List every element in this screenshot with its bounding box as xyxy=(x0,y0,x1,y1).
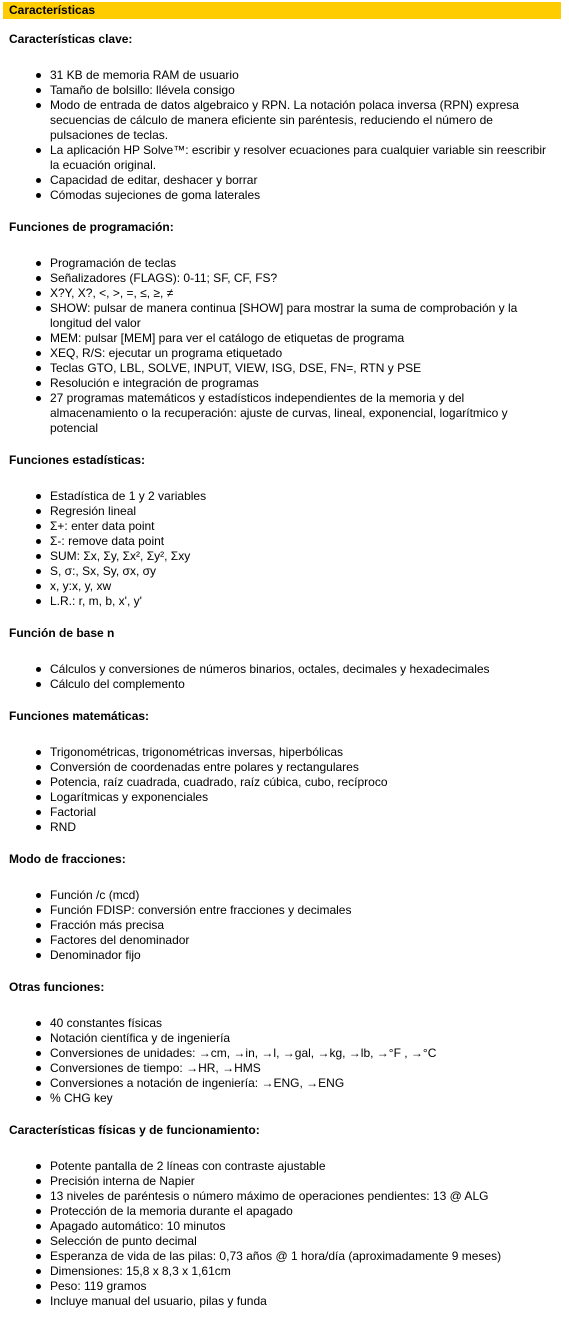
spec-content xyxy=(0,32,569,1309)
feature-list-item: La aplicación HP Solve™: escribir y resolver ecuaciones para cualquier variable sin reescribir la ecuación original. xyxy=(50,143,561,173)
feature-list-item: Notación científica y de ingeniería xyxy=(50,1031,561,1046)
feature-list-item: Trigonométricas, trigonométricas inversas, hiperbólicas xyxy=(50,745,561,760)
feature-list-item: SUM: Σx, Σy, Σx², Σy², Σxy xyxy=(50,549,561,564)
feature-list-item: 31 KB de memoria RAM de usuario xyxy=(50,68,561,83)
feature-list-item: Conversiones a notación de ingeniería: →ENG, →ENG xyxy=(50,1076,561,1091)
spec-page xyxy=(0,2,569,1309)
feature-list-item: % CHG key xyxy=(50,1091,561,1106)
section-heading: Funciones de programación: xyxy=(9,220,174,234)
section-heading: Características clave: xyxy=(9,32,133,46)
feature-list-item: Apagado automático: 10 minutos xyxy=(50,1219,561,1234)
feature-list-item: Resolución e integración de programas xyxy=(50,376,561,391)
feature-list-item: Cómodas sujeciones de goma laterales xyxy=(50,188,561,203)
feature-list-item: Modo de entrada de datos algebraico y RPN. La notación polaca inversa (RPN) expresa secuencias de cálculo de manera eficiente sin paréntesis, reduciendo el número de pulsaciones de teclas. xyxy=(50,98,561,143)
feature-list xyxy=(9,888,561,963)
feature-list-item: S, σ:, Sx, Sy, σx, σy xyxy=(50,564,561,579)
feature-list-item: Cálculos y conversiones de números binarios, octales, decimales y hexadecimales xyxy=(50,662,561,677)
section-heading: Características físicas y de funcionamiento: xyxy=(9,1123,260,1137)
feature-list xyxy=(9,68,561,203)
feature-list-item: Factores del denominador xyxy=(50,933,561,948)
section-heading: Funciones estadísticas: xyxy=(9,453,146,467)
feature-list-item: Logarítmicas y exponenciales xyxy=(50,790,561,805)
feature-list-item: Esperanza de vida de las pilas: 0,73 años @ 1 hora/día (aproximadamente 9 meses) xyxy=(50,1249,561,1264)
feature-list-item: Estadística de 1 y 2 variables xyxy=(50,489,561,504)
feature-list-item: Incluye manual del usuario, pilas y funda xyxy=(50,1294,561,1309)
feature-list-item: L.R.: r, m, b, x', y' xyxy=(50,594,561,609)
feature-list-item: SHOW: pulsar de manera continua [SHOW] para mostrar la suma de comprobación y la longitud del valor xyxy=(50,301,561,331)
feature-list-item: Selección de punto decimal xyxy=(50,1234,561,1249)
feature-list-item: Capacidad de editar, deshacer y borrar xyxy=(50,173,561,188)
section-heading: Otras funciones: xyxy=(9,980,105,994)
feature-list xyxy=(9,745,561,835)
feature-list xyxy=(9,662,561,692)
feature-list-item: Conversión de coordenadas entre polares y rectangulares xyxy=(50,760,561,775)
feature-list-item: 13 niveles de paréntesis o número máximo de operaciones pendientes: 13 @ ALG xyxy=(50,1189,561,1204)
feature-list-item: X?Y, X?, <, >, =, ≤, ≥, ≠ xyxy=(50,286,561,301)
feature-list xyxy=(9,489,561,609)
section-heading: Modo de fracciones: xyxy=(9,852,126,866)
feature-list-item: RND xyxy=(50,820,561,835)
feature-list-item: Peso: 119 gramos xyxy=(50,1279,561,1294)
feature-list-item: Precisión interna de Napier xyxy=(50,1174,561,1189)
feature-list-item: Fracción más precisa xyxy=(50,918,561,933)
feature-list-item: Dimensiones: 15,8 x 8,3 x 1,61cm xyxy=(50,1264,561,1279)
feature-list-item: Σ-: remove data point xyxy=(50,534,561,549)
feature-list-item: Denominador fijo xyxy=(50,948,561,963)
feature-list xyxy=(9,1016,561,1106)
feature-list-item: Función FDISP: conversión entre fracciones y decimales xyxy=(50,903,561,918)
feature-list-item: x, y:x, y, xw xyxy=(50,579,561,594)
feature-list-item: XEQ, R/S: ejecutar un programa etiquetado xyxy=(50,346,561,361)
feature-list-item: Potente pantalla de 2 líneas con contraste ajustable xyxy=(50,1159,561,1174)
feature-list-item: Factorial xyxy=(50,805,561,820)
feature-list-item: Potencia, raíz cuadrada, cuadrado, raíz cúbica, cubo, recíproco xyxy=(50,775,561,790)
feature-list xyxy=(9,256,561,436)
feature-list-item: Función /c (mcd) xyxy=(50,888,561,903)
feature-list-item: 40 constantes físicas xyxy=(50,1016,561,1031)
feature-list-item: Σ+: enter data point xyxy=(50,519,561,534)
feature-list-item: Protección de la memoria durante el apagado xyxy=(50,1204,561,1219)
section-title-bar: Características xyxy=(3,2,561,19)
feature-list-item: 27 programas matemáticos y estadísticos independientes de la memoria y del almacenamiento o la recuperación: ajuste de curvas, lineal, exponencial, logarítmico y potencial xyxy=(50,391,561,436)
feature-list-item: Señalizadores (FLAGS): 0-11; SF, CF, FS? xyxy=(50,271,561,286)
section-heading: Función de base n xyxy=(9,626,115,640)
feature-list-item: Conversiones de tiempo: →HR, →HMS xyxy=(50,1061,561,1076)
feature-list-item: Regresión lineal xyxy=(50,504,561,519)
feature-list-item: Cálculo del complemento xyxy=(50,677,561,692)
feature-list-item: MEM: pulsar [MEM] para ver el catálogo de etiquetas de programa xyxy=(50,331,561,346)
feature-list-item: Tamaño de bolsillo: llévela consigo xyxy=(50,83,561,98)
feature-list-item: Conversiones de unidades: →cm, →in, →l, →gal, →kg, →lb, →°F , →°C xyxy=(50,1046,561,1061)
feature-list-item: Teclas GTO, LBL, SOLVE, INPUT, VIEW, ISG, DSE, FN=, RTN y PSE xyxy=(50,361,561,376)
feature-list-item: Programación de teclas xyxy=(50,256,561,271)
feature-list xyxy=(9,1159,561,1309)
section-heading: Funciones matemáticas: xyxy=(9,709,150,723)
